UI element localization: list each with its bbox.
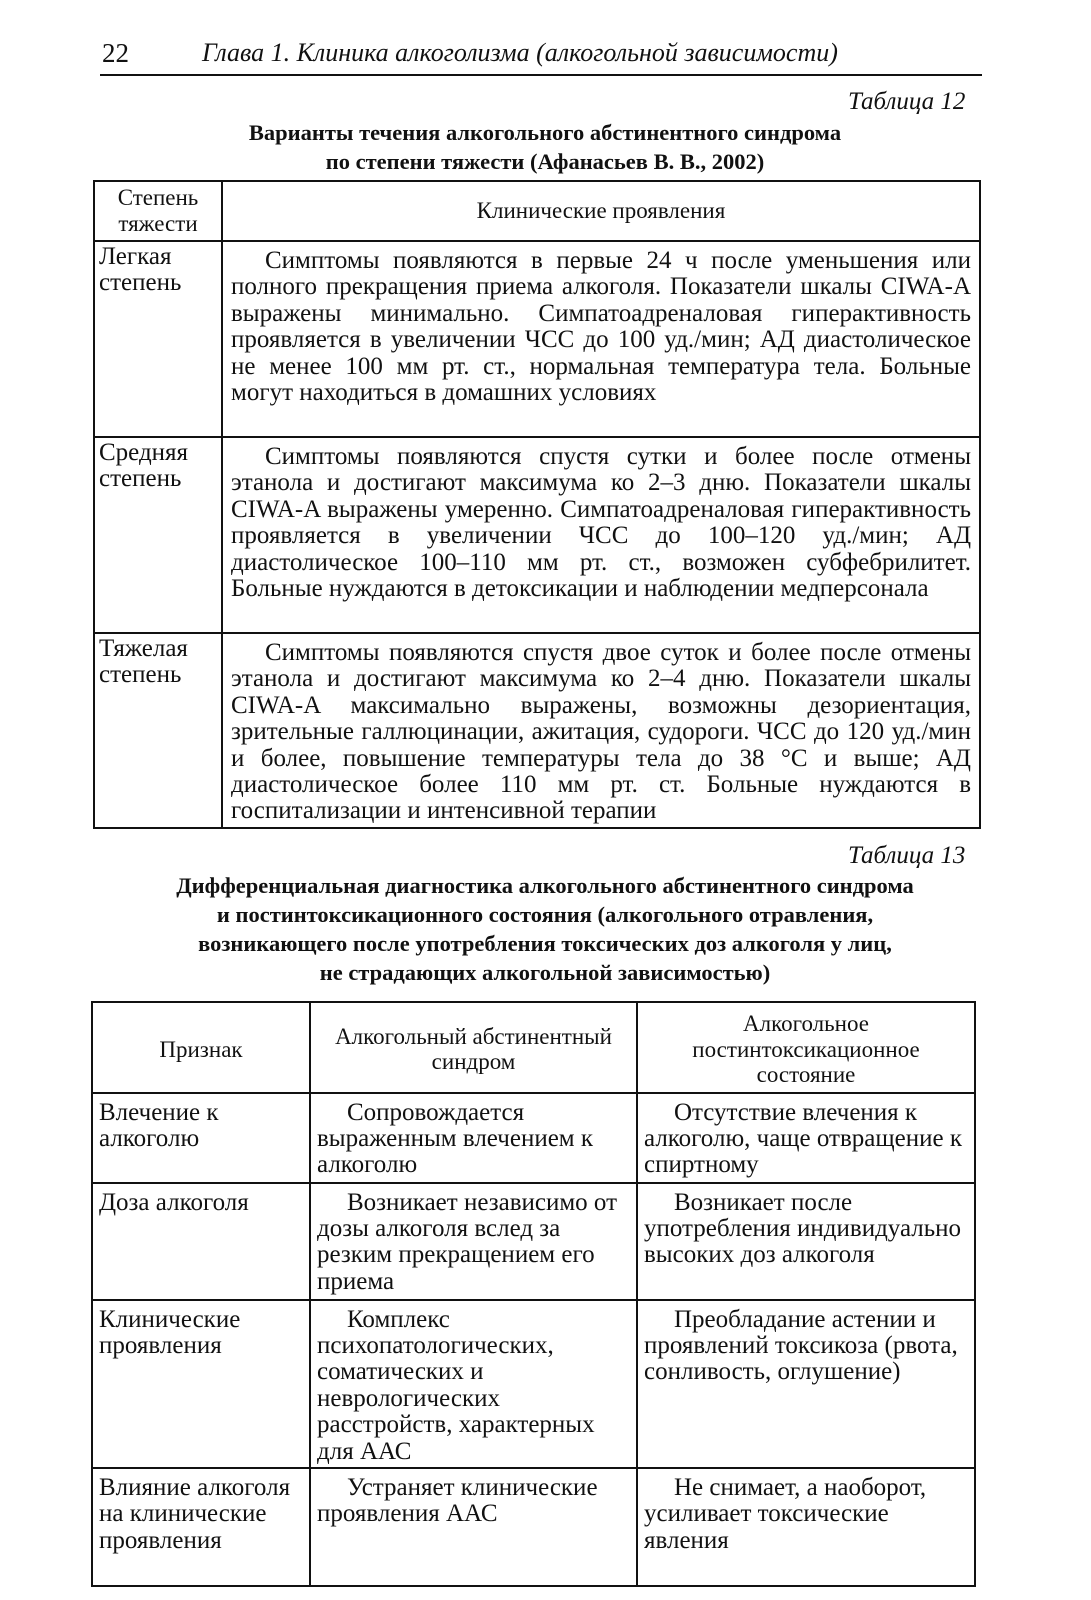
table-12-title-line: по степени тяжести (Афанасьев В. В., 2002)	[325, 149, 765, 174]
aas-cell: Комплекс психопатологических, соматических и неврологических расстройств, характерных для ААС	[317, 1305, 595, 1465]
table-13-title-line: Дифференциальная диагностика алкогольного абстинентного синдрома	[176, 873, 914, 898]
table-row	[94, 437, 980, 633]
table-13-title-line: и постинтоксикационного состояния (алкогольного отравления,	[216, 902, 874, 927]
table-row	[92, 1468, 975, 1586]
manifestations-cell: Симптомы появляются спустя сутки и более после отмены этанола и достигают максимума ко 2–3 дню. Показатели шкалы CIWA-A выражены умеренно. Симпатоадреналовая гиперактивность проявляется в увеличении ЧСС до 100–120 уд./мин; АД диастолическое 100–110 мм рт. ст., возможен субфебрилитет. Больные нуждаются в детоксикации и наблюдении медперсонала	[231, 443, 971, 603]
column-header-post-intoxication: Алкогольное постинтоксикационное состояние	[637, 1002, 975, 1093]
column-header-sign: Признак	[92, 1002, 310, 1093]
table-row	[94, 241, 980, 437]
table-13-title-line: возникающего после употребления токсических доз алкоголя у лиц,	[198, 931, 892, 956]
table-12-title	[60, 118, 1030, 176]
table-13-label: Таблица 13	[848, 842, 966, 869]
sign-cell: Доза алкоголя	[99, 1188, 249, 1216]
sign-cell: Влияние алкоголя на клинические проявления	[99, 1473, 291, 1554]
manifestations-cell: Симптомы появляются спустя двое суток и более после отмены этанола и достигают максимума ко 2–4 дню. Показатели шкалы CIWA-A максимально выражены, возможны дезориентация, зрительные галлюцинации, ажитация, судороги. ЧСС до 120 уд./мин и более, повышение температуры тела до 38 °С и выше; АД диастолическое более 110 мм рт. ст. Больные нуждаются в госпитализации и интенсивной терапии	[231, 639, 971, 825]
table-header-row	[92, 1002, 975, 1093]
table-header-row	[94, 181, 980, 241]
table-row	[92, 1300, 975, 1468]
degree-cell: Тяжелая степень	[99, 635, 188, 689]
table-13	[91, 1001, 976, 1587]
table-row	[92, 1093, 975, 1183]
column-header-degree: Степень тяжести	[94, 181, 222, 241]
table-12-title-line: Варианты течения алкогольного абстинентного синдрома	[248, 120, 842, 145]
table-row	[92, 1183, 975, 1300]
column-header-manifestations: Клинические проявления	[222, 181, 980, 241]
manifestations-cell: Симптомы появляются в первые 24 ч после уменьшения или полного прекращения приема алкоголя. Показатели шкалы CIWA-A выражены минимально. Симпатоадреналовая гиперактивность проявляется в увеличении ЧСС до 100 уд./мин; АД диастолическое не менее 100 мм рт. ст., нормальная температура тела. Больные могут находиться в домашних условиях	[231, 247, 971, 407]
table-13-title	[60, 871, 1030, 987]
table-12-label: Таблица 12	[848, 88, 966, 115]
running-title: Глава 1. Клиника алкоголизма (алкогольной зависимости)	[202, 38, 838, 67]
aas-cell: Сопровождается выраженным влечением к алкоголю	[317, 1098, 594, 1179]
post-intoxication-cell: Возникает после употребления индивидуально высоких доз алкоголя	[644, 1188, 962, 1269]
page-number: 22	[102, 38, 129, 68]
sign-cell: Клинические проявления	[99, 1305, 241, 1359]
aas-cell: Устраняет клинические проявления ААС	[317, 1473, 598, 1528]
table-12	[93, 180, 981, 829]
sign-cell: Влечение к алкоголю	[99, 1098, 219, 1152]
aas-cell: Возникает независимо от дозы алкоголя вслед за резким прекращением его приема	[317, 1188, 618, 1295]
column-header-aas: Алкогольный абстинентный синдром	[310, 1002, 637, 1093]
degree-cell: Легкая степень	[99, 243, 182, 297]
post-intoxication-cell: Не снимает, а наоборот, усиливает токсические явления	[644, 1473, 927, 1554]
page-header	[100, 36, 982, 76]
post-intoxication-cell: Отсутствие влечения к алкоголю, чаще отвращение к спиртному	[644, 1098, 962, 1179]
degree-cell: Средняя степень	[99, 439, 189, 493]
table-13-title-line: не страдающих алкогольной зависимостью)	[319, 960, 771, 985]
post-intoxication-cell: Преобладание астении и проявлений токсикоза (рвота, сонливость, оглушение)	[644, 1305, 958, 1386]
table-row	[94, 633, 980, 828]
